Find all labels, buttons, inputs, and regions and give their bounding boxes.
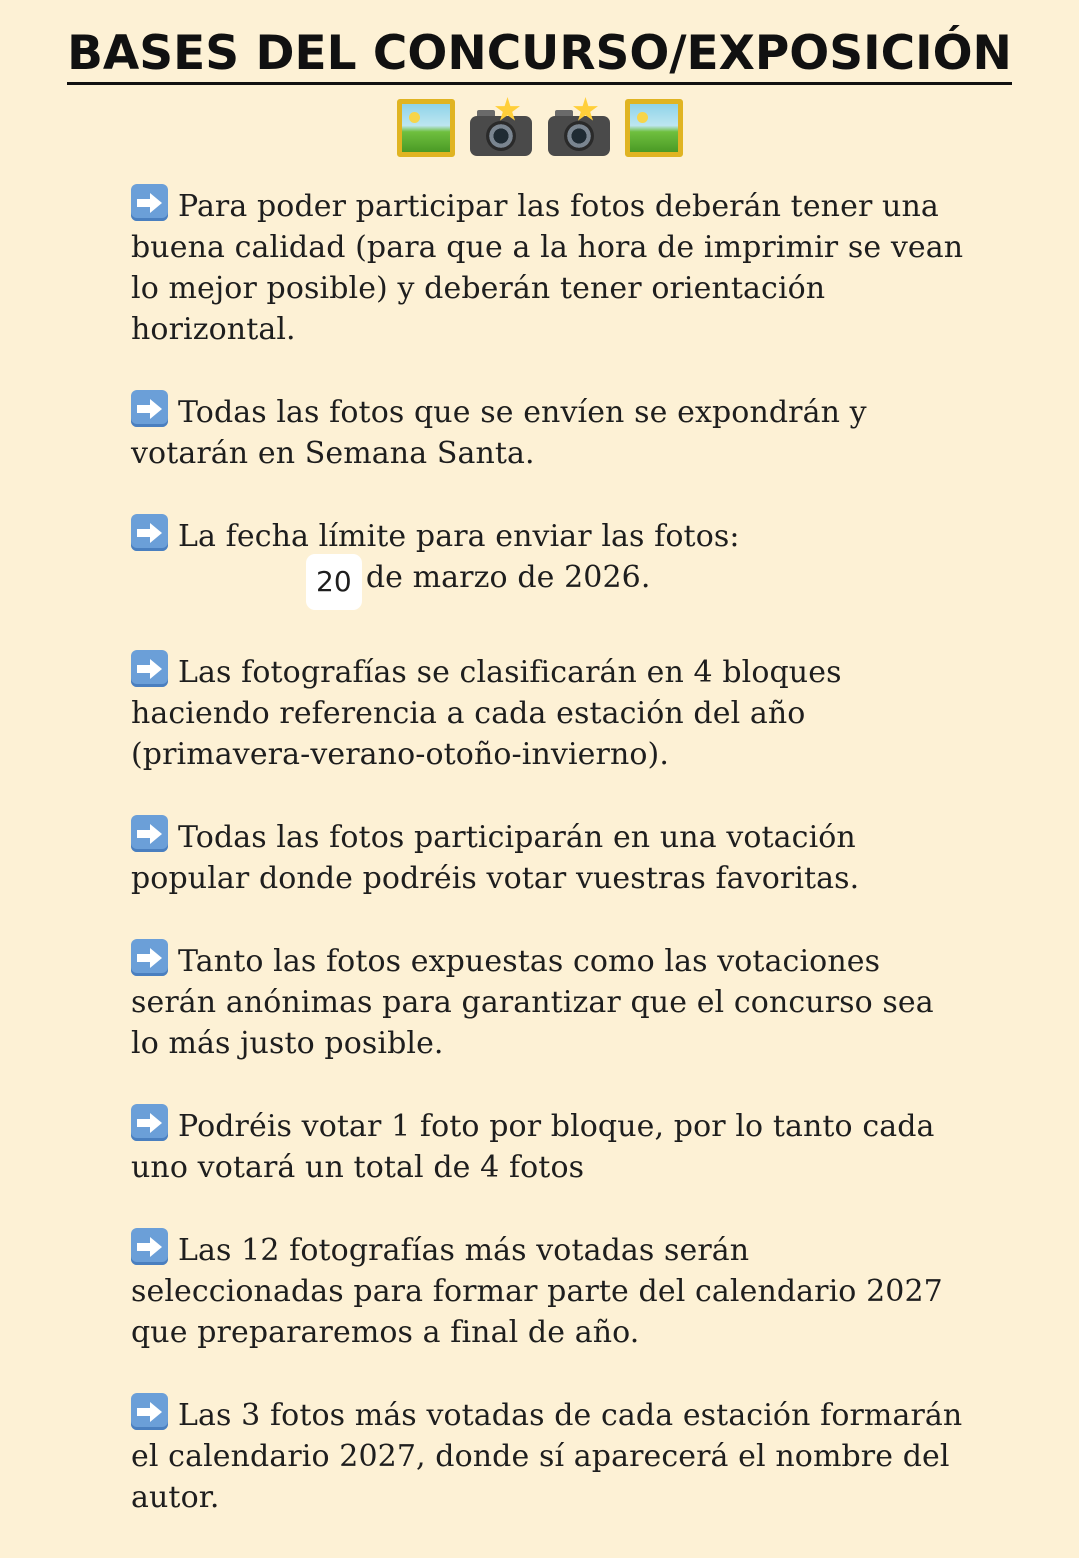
header-icons: [0, 99, 1079, 157]
rule-item: [131, 815, 971, 899]
camera-with-flash-icon: [469, 99, 533, 157]
rule-text: Las 12 fotografías más votadas serán seleccionadas para formar parte del calendario 2027 que prepararemos a final de año.: [131, 1233, 943, 1350]
rule-item: [131, 184, 971, 350]
rule-text: Podréis votar 1 foto por bloque, por lo tanto cada uno votará un total de 4 fotos: [131, 1109, 935, 1185]
right-arrow-icon: [131, 939, 168, 976]
framed-picture-icon: [625, 99, 683, 157]
right-arrow-icon: [131, 1228, 168, 1265]
camera-with-flash-icon: [547, 99, 611, 157]
rule-item: [131, 650, 971, 775]
page-title: [0, 26, 1079, 82]
right-arrow-icon: [131, 650, 168, 687]
rule-item: [131, 1104, 971, 1188]
rule-item: [131, 1228, 971, 1353]
deadline-date: [131, 557, 971, 610]
rule-item: [131, 939, 971, 1064]
rule-text: Todas las fotos que se envíen se expondrán y votarán en Semana Santa.: [131, 395, 867, 471]
rule-text: Las 3 fotos más votadas de cada estación formarán el calendario 2027, donde sí aparecerá el nombre del autor.: [131, 1398, 963, 1515]
right-arrow-icon: [131, 514, 168, 551]
right-arrow-icon: [131, 815, 168, 852]
framed-picture-icon: [397, 99, 455, 157]
rule-item: [131, 1393, 971, 1518]
title-text: BASES DEL CONCURSO/EXPOSICIÓN: [67, 26, 1012, 85]
right-arrow-icon: [131, 184, 168, 221]
rule-text: Las fotografías se clasificarán en 4 bloques haciendo referencia a cada estación del año (primavera-verano-otoño-invierno).: [131, 655, 842, 772]
right-arrow-icon: [131, 1393, 168, 1430]
rule-item-deadline: [131, 514, 971, 610]
right-arrow-icon: [131, 390, 168, 427]
rules-list: [131, 184, 971, 1558]
rule-text: Tanto las fotos expuestas como las votaciones serán anónimas para garantizar que el concurso sea lo más justo posible.: [131, 944, 934, 1061]
rule-text: La fecha límite para enviar las fotos:: [178, 519, 740, 554]
deadline-day-badge: 20: [306, 554, 362, 610]
right-arrow-icon: [131, 1104, 168, 1141]
rule-text: Para poder participar las fotos deberán tener una buena calidad (para que a la hora de imprimir se vean lo mejor posible) y deberán tener orientación horizontal.: [131, 189, 964, 347]
rule-item: [131, 390, 971, 474]
rule-text: Todas las fotos participarán en una votación popular donde podréis votar vuestras favoritas.: [131, 820, 860, 896]
deadline-month-year: de marzo de 2026.: [365, 560, 651, 595]
